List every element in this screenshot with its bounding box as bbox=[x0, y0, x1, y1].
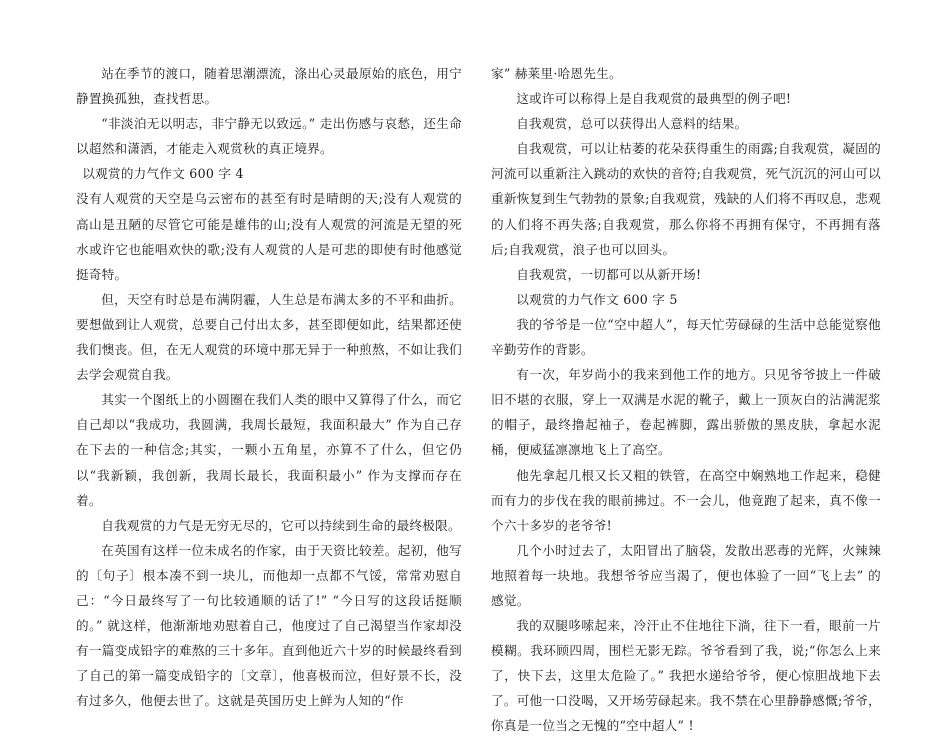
paragraph: 自我观赏的力气是无穷无尽的，它可以持续到生命的最终极限。 bbox=[101, 517, 461, 533]
paragraph: 几个小时过去了，太阳冒出了脑袋，发散出恶毒的光辉，火辣辣地照着每一块地。我想爷爷应当渴了，便也体验了一回“飞上去” 的感觉。 bbox=[491, 542, 881, 608]
paragraph: 其实一个图纸上的小圆圈在我们人类的眼中又算得了什么，而它自己却以“我成功，我圆满，我周长最短，我面积最大” 作为自己存在下去的一种信念;其实，一颗小五角星，亦算不了什么，但它仍以“我新颖，我创新，我周长最长，我面积最小” 作为支撑而存在着。 bbox=[76, 392, 462, 508]
paragraph: 自我观赏，一切都可以从新开场! bbox=[516, 266, 702, 282]
paragraph: 站在季节的渡口，随着思潮漂流，涤出心灵最原始的底色，用宁静置换孤独，查找哲思。 bbox=[76, 66, 462, 107]
section-heading: 以观赏的力气作文 600 字 5 bbox=[516, 291, 678, 307]
paragraph: 家” 赫莱里·哈恩先生。 bbox=[491, 66, 622, 81]
paragraph: “非淡泊无以明志，非宁静无以致远。” 走出伤感与哀愁，还生命以超然和潇洒，才能走入观赏秋的真正境界。 bbox=[76, 116, 462, 157]
left-column bbox=[76, 61, 462, 713]
paragraph: 没有人观赏的天空是乌云密布的甚至有时是晴朗的天;没有人观赏的高山是丑陋的尽管它可能是雄伟的山;没有人观赏的河流是无望的死水或许它也能唱欢快的歌;没有人观赏的人是可悲的即使有时他感觉挺奇特。 bbox=[76, 191, 462, 282]
paragraph: 我的双腿哆嗦起来，冷汗止不住地往下淌，往下一看，眼前一片模糊。我环顾四周，围栏无影无踪。爷爷看到了我，说;“你怎么上来了，快下去，这里太危险了。” 我把水递给爷爷，便心惊胆战地下去了。可他一口没喝，又开场劳碌起来。我不禁在心里静静感慨;爷爷，你真是一位当之无愧的“空中超人” ! bbox=[491, 618, 881, 734]
paragraph: 有一次，年岁尚小的我来到他工作的地方。只见爷爷披上一件破旧不堪的衣服，穿上一双满是水泥的靴子，戴上一顶灰白的沾满泥浆的帽子，最终撸起袖子，卷起裤脚，露出骄傲的黑皮肤，拿起水泥桶，便威猛凛凛地飞上了高空。 bbox=[491, 367, 881, 458]
paragraph: 我的爷爷是一位“空中超人”，每天忙劳碌碌的生活中总能觉察他辛勤劳作的背影。 bbox=[491, 316, 881, 358]
paragraph: 但，天空有时总是布满阴霾，人生总是布满太多的不平和曲折。要想做到让人观赏，总要自己付出太多，甚至即便如此，结果都还使我们懊丧。但，在无人观赏的环境中那无异于一种煎熬，不如让我们去学会观赏自我。 bbox=[76, 291, 462, 383]
right-column bbox=[491, 61, 881, 739]
section-heading: 以观赏的力气作文 600 字 4 bbox=[82, 166, 244, 182]
paragraph: 这或许可以称得上是自我观赏的最典型的例子吧! bbox=[516, 91, 792, 107]
paragraph: 在英国有这样一位未成名的作家，由于天资比较差。起初，他写的〔句子〕根本凑不到一块儿，而他却一点都不气馁，常常劝慰自己：“今日最终写了一句比较通顺的话了!” “今日写的这段话挺顺的。” 就这样，他渐渐地劝慰着自己，他度过了自己渴望当作家却没有一篇变成铅字的难熬的三十多年。直到他近六十岁的时候最终看到了自己的第一篇变成铅字的〔文章〕，他喜极而泣，但好景不长，没有过多久，他便去世了。这就是英国历史上鲜为人知的“作 bbox=[76, 542, 462, 709]
paragraph: 自我观赏，可以让枯萎的花朵获得重生的雨露;自我观赏，凝固的河流可以重新注入跳动的欢快的音符;自我观赏，死气沉沉的河山可以重新恢复到生气勃勃的景象;自我观赏，残缺的人们将不再叹息，悲观的人们将不再失落;自我观赏，那么你将不再拥有保守，不再拥有落后;自我观赏，浪子也可以回头。 bbox=[491, 141, 881, 257]
paragraph: 自我观赏，总可以获得出人意料的结果。 bbox=[516, 116, 748, 132]
paragraph: 他先拿起几根又长又粗的铁管，在高空中娴熟地工作起来，稳健而有力的步伐在我的眼前拂过。不一会儿，他竟跑了起来，真不像一个六十多岁的老爷爷! bbox=[491, 467, 881, 533]
